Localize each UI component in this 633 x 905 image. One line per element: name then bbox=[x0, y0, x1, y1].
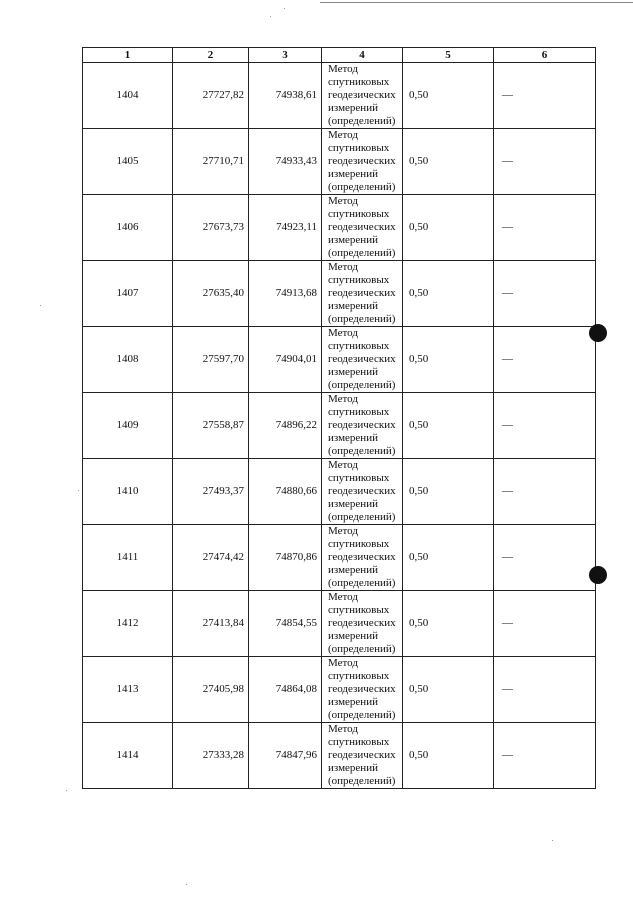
note-dash: — bbox=[502, 221, 513, 233]
header-col-2: 2 bbox=[173, 48, 249, 63]
method-line: спутниковых bbox=[328, 76, 390, 88]
method-line: Метод bbox=[328, 63, 358, 75]
method-line: Метод bbox=[328, 723, 358, 735]
method-line: спутниковых bbox=[328, 274, 390, 286]
y-coordinate-cell: 74913,68 bbox=[249, 261, 322, 327]
method-line: измерений bbox=[328, 234, 378, 246]
method-line: измерений bbox=[328, 630, 378, 642]
point-number-cell: 1404 bbox=[83, 63, 173, 129]
method-cell bbox=[322, 261, 403, 327]
method-line: спутниковых bbox=[328, 340, 390, 352]
accuracy-cell: 0,50 bbox=[403, 63, 494, 129]
x-coordinate-cell: 27710,71 bbox=[173, 129, 249, 195]
method-line: Метод bbox=[328, 327, 358, 339]
scan-speck bbox=[186, 884, 187, 885]
y-coordinate-cell: 74880,66 bbox=[249, 459, 322, 525]
method-line: Метод bbox=[328, 459, 358, 471]
note-cell bbox=[494, 459, 596, 525]
y-coordinate-cell: 74933,43 bbox=[249, 129, 322, 195]
y-coordinate-cell: 74854,55 bbox=[249, 591, 322, 657]
table-body bbox=[83, 63, 596, 789]
note-dash: — bbox=[502, 155, 513, 167]
x-coordinate-cell: 27673,73 bbox=[173, 195, 249, 261]
method-line: спутниковых bbox=[328, 538, 390, 550]
method-line: измерений bbox=[328, 762, 378, 774]
method-line: спутниковых bbox=[328, 406, 390, 418]
method-line: Метод bbox=[328, 393, 358, 405]
x-coordinate-cell: 27474,42 bbox=[173, 525, 249, 591]
point-number-cell: 1407 bbox=[83, 261, 173, 327]
point-number-cell: 1414 bbox=[83, 723, 173, 789]
method-line: геодезических bbox=[328, 89, 396, 101]
accuracy-cell: 0,50 bbox=[403, 591, 494, 657]
accuracy-cell: 0,50 bbox=[403, 393, 494, 459]
coordinates-table bbox=[82, 47, 596, 789]
note-dash: — bbox=[502, 617, 513, 629]
y-coordinate-cell: 74938,61 bbox=[249, 63, 322, 129]
scan-speck bbox=[552, 840, 553, 841]
method-line: измерений bbox=[328, 564, 378, 576]
method-line: (определений) bbox=[328, 577, 396, 589]
method-line: геодезических bbox=[328, 617, 396, 629]
method-line: геодезических bbox=[328, 419, 396, 431]
method-line: спутниковых bbox=[328, 736, 390, 748]
note-dash: — bbox=[502, 419, 513, 431]
x-coordinate-cell: 27558,87 bbox=[173, 393, 249, 459]
table-row bbox=[83, 525, 596, 591]
header-col-6: 6 bbox=[494, 48, 596, 63]
method-line: (определений) bbox=[328, 445, 396, 457]
scan-speck bbox=[284, 8, 285, 9]
point-number-cell: 1413 bbox=[83, 657, 173, 723]
x-coordinate-cell: 27413,84 bbox=[173, 591, 249, 657]
method-line: измерений bbox=[328, 696, 378, 708]
note-cell bbox=[494, 657, 596, 723]
point-number-cell: 1411 bbox=[83, 525, 173, 591]
note-cell bbox=[494, 261, 596, 327]
method-line: спутниковых bbox=[328, 472, 390, 484]
table-row bbox=[83, 63, 596, 129]
table-row bbox=[83, 459, 596, 525]
method-line: геодезических bbox=[328, 749, 396, 761]
method-cell bbox=[322, 63, 403, 129]
method-cell bbox=[322, 129, 403, 195]
table-row bbox=[83, 195, 596, 261]
method-line: измерений bbox=[328, 168, 378, 180]
method-line: измерений bbox=[328, 432, 378, 444]
method-line: (определений) bbox=[328, 511, 396, 523]
method-line: (определений) bbox=[328, 709, 396, 721]
method-line: (определений) bbox=[328, 313, 396, 325]
y-coordinate-cell: 74896,22 bbox=[249, 393, 322, 459]
method-line: геодезических bbox=[328, 353, 396, 365]
point-number-cell: 1412 bbox=[83, 591, 173, 657]
point-number-cell: 1409 bbox=[83, 393, 173, 459]
y-coordinate-cell: 74870,86 bbox=[249, 525, 322, 591]
method-line: (определений) bbox=[328, 775, 396, 787]
punch-hole-lower bbox=[589, 566, 607, 584]
method-line: спутниковых bbox=[328, 142, 390, 154]
note-cell bbox=[494, 591, 596, 657]
accuracy-cell: 0,50 bbox=[403, 129, 494, 195]
method-cell bbox=[322, 657, 403, 723]
note-dash: — bbox=[502, 353, 513, 365]
method-line: геодезических bbox=[328, 485, 396, 497]
y-coordinate-cell: 74923,11 bbox=[249, 195, 322, 261]
method-line: измерений bbox=[328, 102, 378, 114]
method-cell bbox=[322, 525, 403, 591]
header-row bbox=[83, 48, 596, 63]
y-coordinate-cell: 74904,01 bbox=[249, 327, 322, 393]
method-line: Метод bbox=[328, 261, 358, 273]
method-cell bbox=[322, 393, 403, 459]
method-cell bbox=[322, 459, 403, 525]
x-coordinate-cell: 27493,37 bbox=[173, 459, 249, 525]
accuracy-cell: 0,50 bbox=[403, 525, 494, 591]
method-cell bbox=[322, 723, 403, 789]
note-dash: — bbox=[502, 551, 513, 563]
x-coordinate-cell: 27405,98 bbox=[173, 657, 249, 723]
method-cell bbox=[322, 195, 403, 261]
table-row bbox=[83, 723, 596, 789]
header-col-1: 1 bbox=[83, 48, 173, 63]
method-line: измерений bbox=[328, 366, 378, 378]
accuracy-cell: 0,50 bbox=[403, 261, 494, 327]
method-line: Метод bbox=[328, 129, 358, 141]
y-coordinate-cell: 74847,96 bbox=[249, 723, 322, 789]
method-line: геодезических bbox=[328, 551, 396, 563]
method-line: геодезических bbox=[328, 287, 396, 299]
x-coordinate-cell: 27635,40 bbox=[173, 261, 249, 327]
scan-speck bbox=[270, 16, 271, 17]
accuracy-cell: 0,50 bbox=[403, 459, 494, 525]
method-line: геодезических bbox=[328, 221, 396, 233]
method-line: Метод bbox=[328, 591, 358, 603]
method-line: Метод bbox=[328, 195, 358, 207]
method-line: измерений bbox=[328, 300, 378, 312]
accuracy-cell: 0,50 bbox=[403, 723, 494, 789]
note-cell bbox=[494, 63, 596, 129]
note-dash: — bbox=[502, 683, 513, 695]
method-line: Метод bbox=[328, 525, 358, 537]
note-cell bbox=[494, 393, 596, 459]
y-coordinate-cell: 74864,08 bbox=[249, 657, 322, 723]
top-edge-rule bbox=[320, 2, 633, 3]
note-dash: — bbox=[502, 287, 513, 299]
scan-speck bbox=[78, 490, 79, 491]
point-number-cell: 1405 bbox=[83, 129, 173, 195]
method-line: измерений bbox=[328, 498, 378, 510]
table-row bbox=[83, 657, 596, 723]
method-line: (определений) bbox=[328, 181, 396, 193]
x-coordinate-cell: 27727,82 bbox=[173, 63, 249, 129]
method-cell bbox=[322, 327, 403, 393]
method-line: спутниковых bbox=[328, 208, 390, 220]
note-cell bbox=[494, 525, 596, 591]
note-cell bbox=[494, 327, 596, 393]
table-row bbox=[83, 129, 596, 195]
table-row bbox=[83, 393, 596, 459]
method-cell bbox=[322, 591, 403, 657]
x-coordinate-cell: 27597,70 bbox=[173, 327, 249, 393]
method-line: (определений) bbox=[328, 247, 396, 259]
point-number-cell: 1408 bbox=[83, 327, 173, 393]
method-line: (определений) bbox=[328, 379, 396, 391]
header-col-3: 3 bbox=[249, 48, 322, 63]
table-row bbox=[83, 327, 596, 393]
accuracy-cell: 0,50 bbox=[403, 195, 494, 261]
method-line: геодезических bbox=[328, 155, 396, 167]
point-number-cell: 1406 bbox=[83, 195, 173, 261]
method-line: (определений) bbox=[328, 643, 396, 655]
header-col-5: 5 bbox=[403, 48, 494, 63]
punch-hole-upper bbox=[589, 324, 607, 342]
x-coordinate-cell: 27333,28 bbox=[173, 723, 249, 789]
table-row bbox=[83, 591, 596, 657]
accuracy-cell: 0,50 bbox=[403, 327, 494, 393]
note-cell bbox=[494, 195, 596, 261]
scan-speck bbox=[40, 305, 41, 306]
note-dash: — bbox=[502, 89, 513, 101]
note-cell bbox=[494, 723, 596, 789]
point-number-cell: 1410 bbox=[83, 459, 173, 525]
method-line: (определений) bbox=[328, 115, 396, 127]
method-line: Метод bbox=[328, 657, 358, 669]
method-line: спутниковых bbox=[328, 670, 390, 682]
note-dash: — bbox=[502, 485, 513, 497]
accuracy-cell: 0,50 bbox=[403, 657, 494, 723]
table-row bbox=[83, 261, 596, 327]
method-line: спутниковых bbox=[328, 604, 390, 616]
header-col-4: 4 bbox=[322, 48, 403, 63]
method-line: геодезических bbox=[328, 683, 396, 695]
note-dash: — bbox=[502, 749, 513, 761]
scan-speck bbox=[66, 790, 67, 791]
note-cell bbox=[494, 129, 596, 195]
